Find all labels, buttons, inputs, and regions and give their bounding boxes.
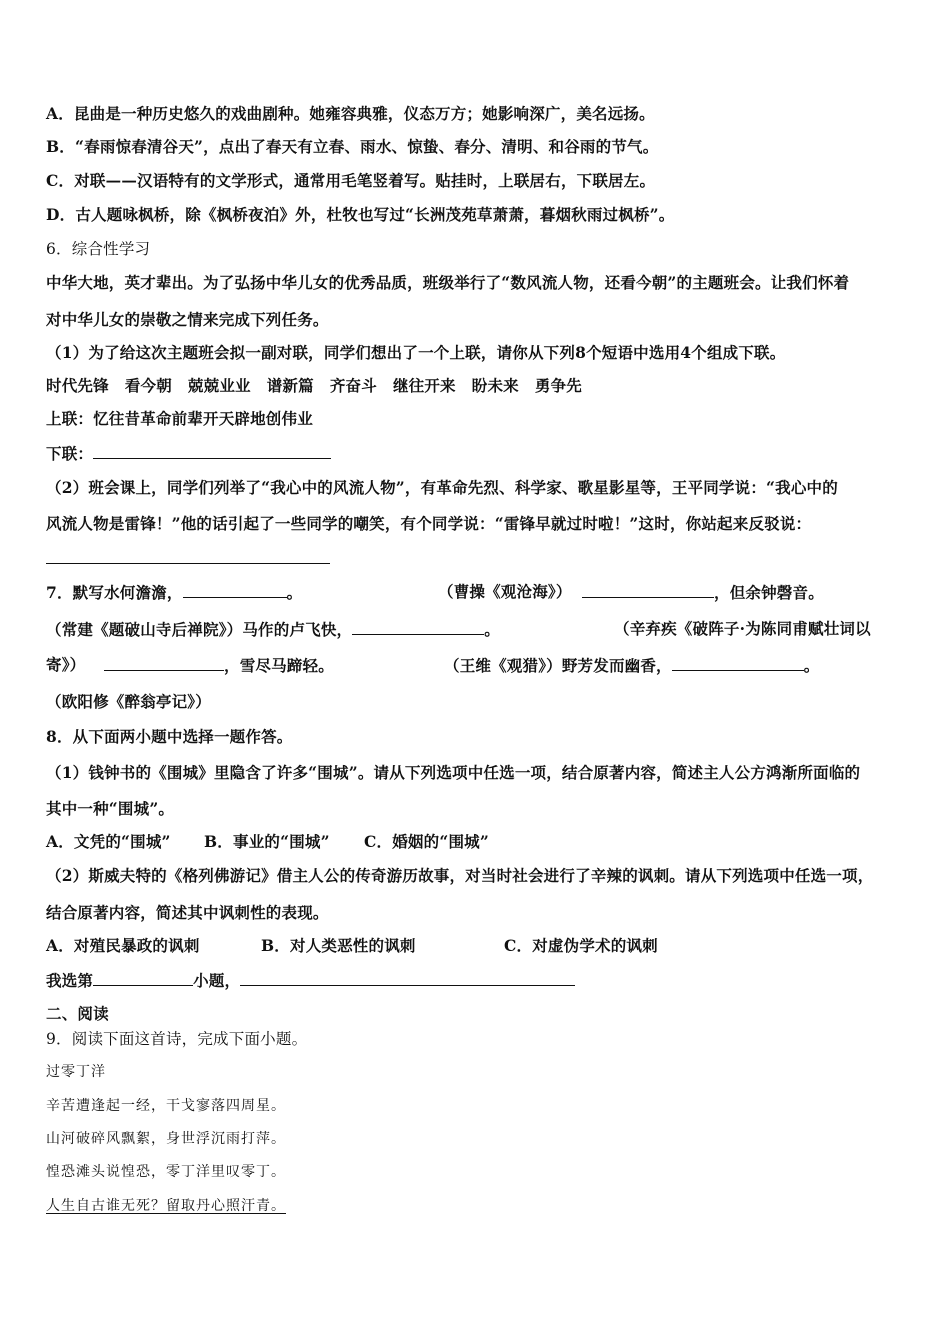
q7-source-xinqiji: （辛弃疾《破阵子·为陈同甫赋壮词以: [614, 619, 871, 638]
q7-period: 。: [484, 620, 500, 639]
phrase-item: 兢兢业业: [187, 376, 251, 395]
q9-instruction: 9．阅读下面这首诗，完成下面小题。: [46, 1030, 308, 1048]
q7-source-caocao: （曹操《观沧海》）: [438, 582, 572, 601]
q5-option-d: D．古人题咏枫桥，除《枫桥夜泊》外，杜牧也写过“长洲茂苑草萧萧，暮烟秋雨过枫桥”。: [46, 205, 675, 224]
poem-line: 惶恐滩头说惶恐，零丁洋里叹零丁。: [46, 1164, 286, 1180]
poem-line: 辛苦遭逢起一经，干戈寥落四周星。: [46, 1098, 286, 1114]
q5-option-b: B．“春雨惊春清谷天”，点出了春天有立春、雨水、惊蛰、春分、清明、和谷雨的节气。: [46, 137, 659, 156]
poem-line: 山河破碎风飘絮，身世浮沉雨打萍。: [46, 1131, 286, 1147]
q6-part-1: （1）为了给这次主题班会拟一副对联，同学们想出了一个上联，请你从下列8个短语中选用4个组成下联。: [46, 343, 786, 362]
q5-option-a: A．昆曲是一种历史悠久的戏曲剧种。她雍容典雅，仪态万方；她影响深广，美名远扬。: [46, 104, 655, 123]
q7-blank-5[interactable]: [672, 655, 804, 671]
phrase-item: 勇争先: [534, 376, 582, 395]
q7-row-2: [46, 619, 906, 639]
q7-period: 。: [803, 656, 820, 675]
phrase-item: 继往开来: [392, 376, 456, 395]
q8-part-1-options: [46, 832, 646, 852]
q8-part-2-line-1: （2）斯威夫特的《格列佛游记》借主人公的传奇游历故事，对当时社会进行了辛辣的讽刺。请从下列选项中任选一项，: [46, 866, 874, 885]
q6-part-2-line-1: （2）班会课上，同学们列举了“我心中的风流人物”，有革命先烈、科学家、歌星影星等，王平同学说：“我心中的: [46, 478, 838, 497]
q7-line-2: [582, 582, 824, 603]
q6-phrase-list: [46, 376, 598, 396]
q6-part-2-line-2: 风流人物是雷锋！”他的话引起了一些同学的嘲笑，有个同学说：“雷锋早就过时啦！”这时，你站起来反驳说：: [46, 514, 812, 533]
rebuttal-answer-blank[interactable]: [46, 548, 330, 564]
q8-choice-suffix: 小题，: [193, 971, 241, 990]
q7-source-ouyangxiu: （欧阳修《醉翁亭记》）: [46, 692, 211, 711]
q8-choice-row: [46, 970, 575, 991]
q7-lead: [46, 582, 302, 603]
q7-line-3-text: （常建《题破山寺后禅院》）马作的卢飞快，: [46, 620, 353, 639]
q7-line-2-text: ，但余钟磬音。: [714, 583, 824, 602]
q7-blank-2[interactable]: [582, 582, 714, 598]
q8-p2-option-c: C．对虚伪学术的讽刺: [504, 936, 658, 955]
q7-line-5-text: （王维《观猎》）野芳发而幽香，: [444, 656, 672, 675]
q8-choice-number-blank[interactable]: [93, 970, 193, 986]
q8-p2-option-a: A．对殖民暴政的讽刺: [46, 936, 200, 955]
q7-blank-4[interactable]: [104, 655, 224, 671]
phrase-item: 看今朝: [124, 376, 172, 395]
poem-line-underlined: 人生自古谁无死？留取丹心照汗青。: [46, 1198, 286, 1214]
q6-title: 6．综合性学习: [46, 240, 151, 258]
q6-intro-line-2: 对中华儿女的崇敬之情来完成下列任务。: [46, 310, 329, 329]
q7-lead-text: 7．默写水何澹澹，: [46, 583, 183, 602]
q8-p1-option-b: B．事业的“围城”: [204, 832, 330, 851]
q7-line-4: [104, 655, 334, 676]
rebuttal-answer-row: [46, 548, 330, 569]
q8-part-1-line-2: 其中一种“围城”。: [46, 799, 175, 818]
q7-line-3: [46, 619, 500, 640]
phrase-item: 谱新篇: [266, 376, 314, 395]
q7-blank-1[interactable]: [183, 582, 287, 598]
q7-line-5: [444, 655, 819, 676]
q8-p1-option-c: C．婚姻的“围城”: [364, 832, 489, 851]
upper-couplet: 上联：忆往昔革命前辈开天辟地创伟业: [46, 409, 313, 428]
q8-part-2-options: [46, 936, 746, 956]
q8-part-1-line-1: （1）钱钟书的《围城》里隐含了许多“围城”。请从下列选项中任选一项，结合原著内容，简述主人公方鸿渐所面临的: [46, 763, 861, 782]
lower-couplet-label: 下联：: [46, 444, 94, 463]
phrase-item: 盼未来: [471, 376, 519, 395]
q6-intro-line-1: 中华大地，英才辈出。为了弘扬中华儿女的优秀品质，班级举行了“数风流人物，还看今朝”的主题班会。让我们怀着: [46, 273, 850, 292]
q8-choice-label: 我选第: [46, 971, 94, 990]
q8-p2-option-b: B．对人类恶性的讽刺: [261, 936, 416, 955]
q7-blank-3[interactable]: [352, 619, 484, 635]
q8-title: 8．从下面两小题中选择一题作答。: [46, 727, 293, 746]
q8-p1-option-a: A．文凭的“围城”: [46, 832, 171, 851]
q5-option-c: C．对联——汉语特有的文学形式，通常用毛笔竖着写。贴挂时，上联居右，下联居左。: [46, 171, 656, 190]
q7-source-xinqiji-end: 寄》）: [46, 655, 86, 674]
q8-answer-blank[interactable]: [240, 970, 575, 986]
q7-line-4-text: ，雪尽马蹄轻。: [224, 656, 334, 675]
phrase-item: 时代先锋: [46, 376, 109, 395]
q7-row-1: [46, 582, 906, 602]
lower-couplet-row: [46, 443, 331, 464]
q7-period: 。: [286, 583, 303, 602]
q7-row-3: [46, 655, 906, 675]
poem-title: 过零丁洋: [46, 1064, 106, 1080]
section-heading: 二、阅读: [46, 1004, 109, 1023]
phrase-item: 齐奋斗: [329, 376, 377, 395]
lower-couplet-blank[interactable]: [93, 443, 331, 459]
q8-part-2-line-2: 结合原著内容，简述其中讽刺性的表现。: [46, 903, 329, 922]
